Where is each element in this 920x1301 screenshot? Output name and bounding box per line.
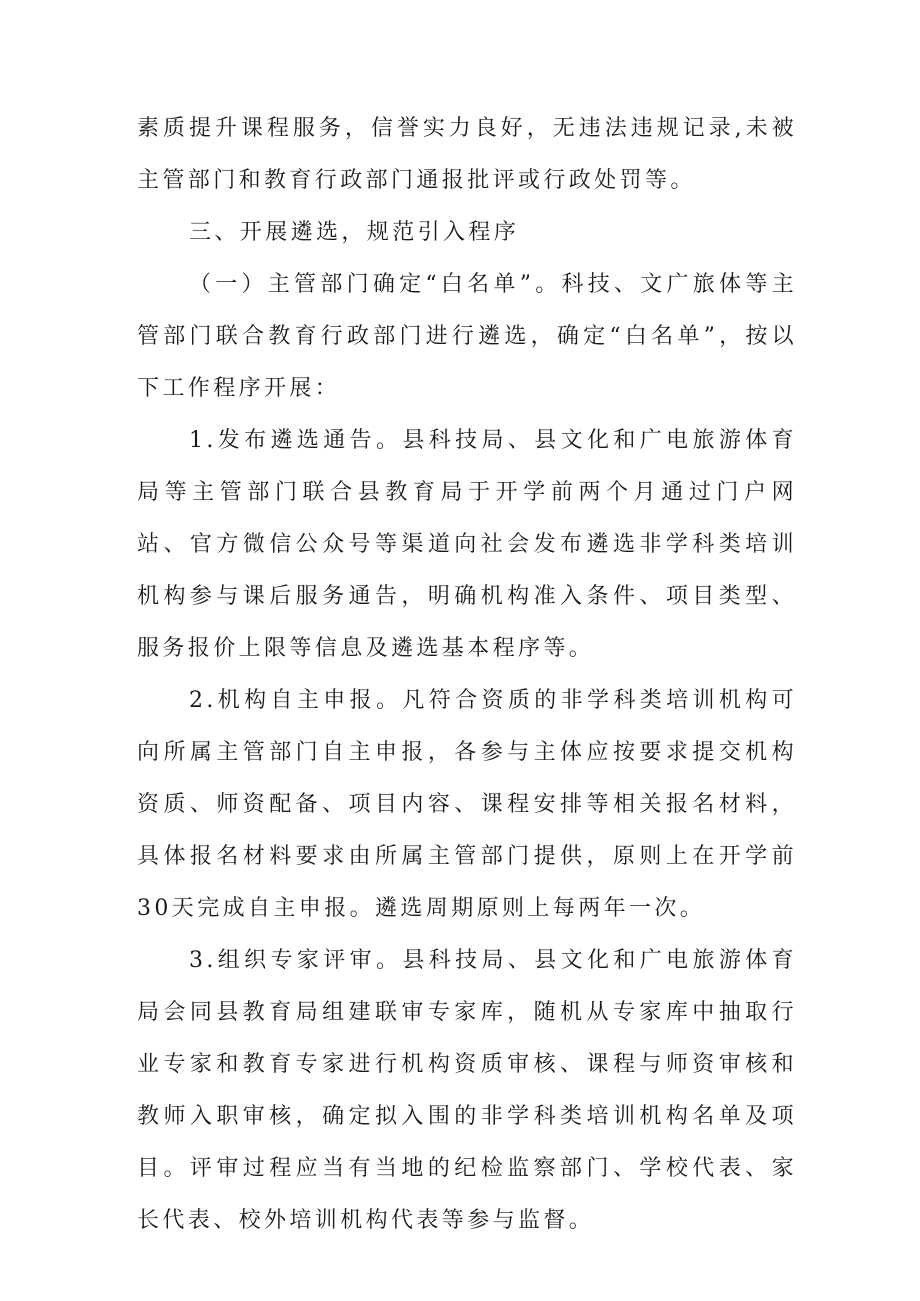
document-body bbox=[137, 103, 797, 1247]
item-paragraph-2: 2.机构自主申报。凡符合资质的非学科类培训机构可向所属主管部门自主申报，各参与主体应按要求提交机构资质、师资配备、项目内容、课程安排等相关报名材料，具体报名材料要求由所属主管部门提供，原则上在开学前30天完成自主申报。遴选周期原则上每两年一次。 bbox=[137, 688, 797, 921]
item-paragraph-1: 1.发布遴选通告。县科技局、县文化和广电旅游体育局等主管部门联合县教育局于开学前两个月通过门户网站、官方微信公众号等渠道向社会发布遴选非学科类培训机构参与课后服务通告，明确机构准入条件、项目类型、服务报价上限等信息及遴选基本程序等。 bbox=[137, 428, 797, 661]
item-paragraph-3: 3.组织专家评审。县科技局、县文化和广电旅游体育局会同县教育局组建联审专家库，随机从专家库中抽取行业专家和教育专家进行机构资质审核、课程与师资审核和教师入职审核，确定拟入围的非学科类培训机构名单及项目。评审过程应当有当地的纪检监察部门、学校代表、家长代表、校外培训机构代表等参与监督。 bbox=[137, 948, 797, 1233]
section-heading: 三、开展遴选，规范引入程序 bbox=[189, 220, 520, 245]
continuation-paragraph: 素质提升课程服务，信誉实力良好，无违法违规记录,未被主管部门和教育行政部门通报批评或行政处罚等。 bbox=[137, 116, 797, 193]
subsection-paragraph: （一）主管部门确定“白名单”。科技、文广旅体等主管部门联合教育行政部门进行遴选，确定“白名单”，按以下工作程序开展： bbox=[137, 272, 797, 401]
